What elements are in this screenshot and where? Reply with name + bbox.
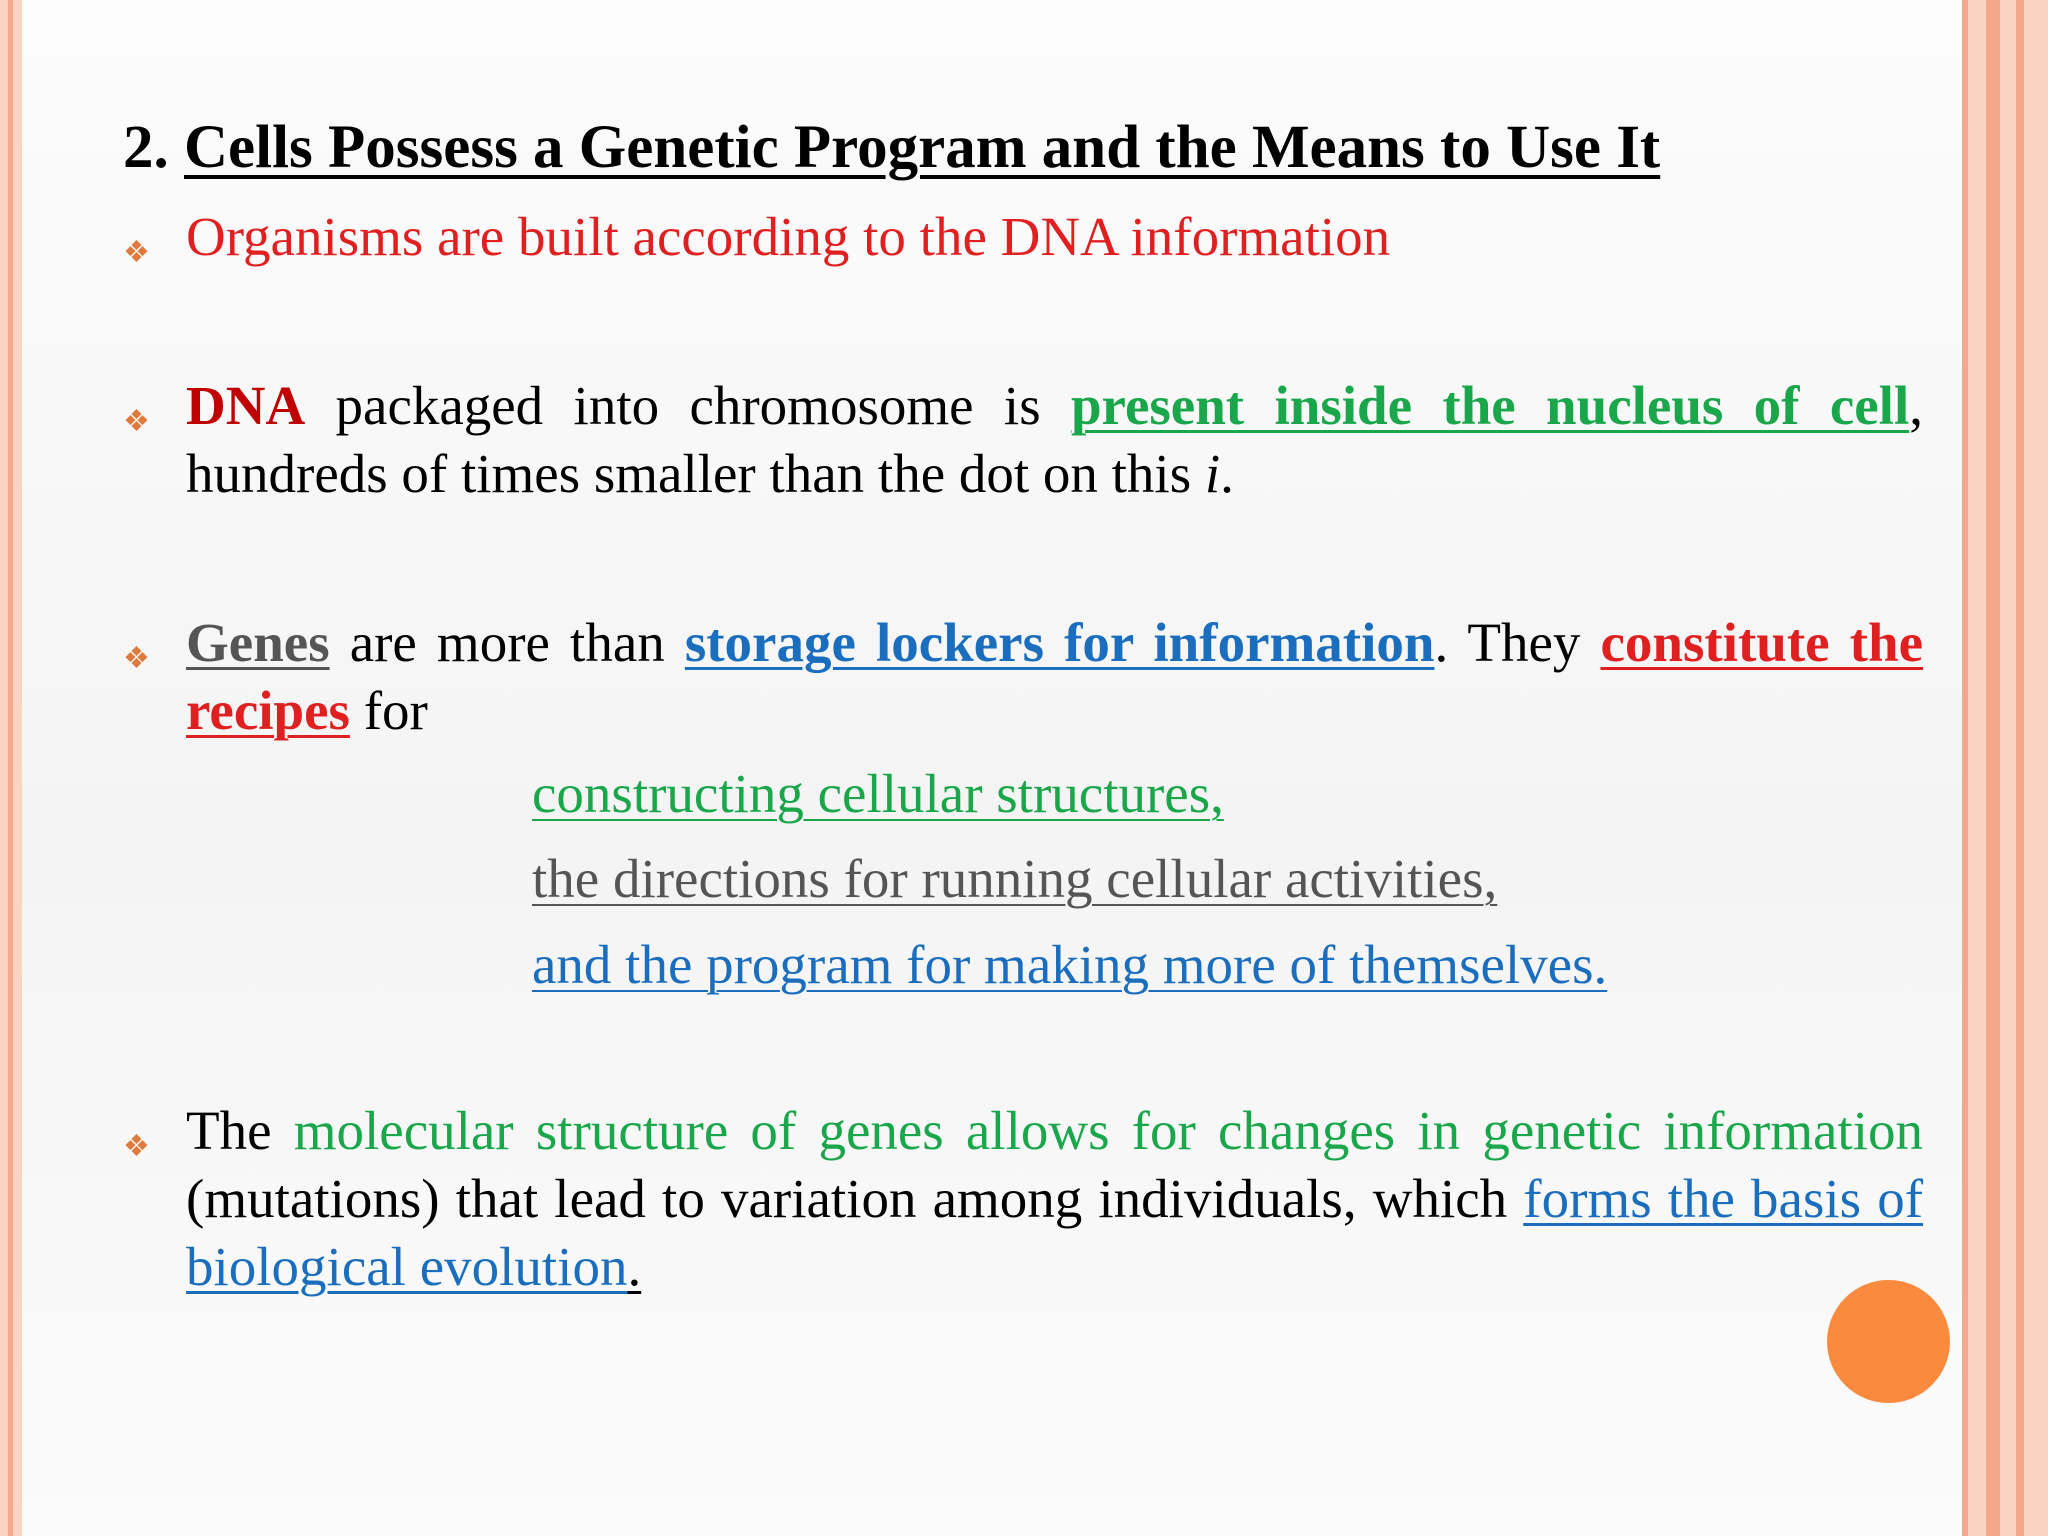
text-segment: are more than bbox=[329, 612, 685, 673]
text-segment: . bbox=[627, 1236, 642, 1297]
sub-item-structures: constructing cellular structures, bbox=[532, 763, 1224, 824]
bullet-text bbox=[186, 372, 1923, 508]
sub-item-program: and the program for making more of themselves. bbox=[532, 934, 1608, 995]
text-segment: packaged into chromosome is bbox=[305, 375, 1071, 436]
text-segment: , hundreds of times smaller than the dot on this bbox=[186, 375, 1923, 504]
sub-item-activities: the directions for running cellular activities, bbox=[532, 848, 1498, 909]
diamond-bullet-icon: ❖ bbox=[123, 1130, 150, 1163]
storage-highlight: storage lockers for information bbox=[684, 612, 1435, 673]
bullet-text: Organisms are built according to the DNA information bbox=[186, 206, 1391, 267]
recipes-highlight: constitute the recipes bbox=[186, 612, 1923, 741]
diamond-bullet-icon: ❖ bbox=[123, 236, 150, 269]
diamond-bullet-icon: ❖ bbox=[123, 405, 150, 438]
bullet-text bbox=[186, 1097, 1923, 1301]
slide-title bbox=[123, 112, 1660, 184]
title-text: Cells Possess a Genetic Program and the Means to Use It bbox=[184, 114, 1661, 181]
title-number: 2. bbox=[123, 114, 169, 181]
diamond-bullet-icon: ❖ bbox=[123, 642, 150, 675]
bullet-organisms bbox=[123, 203, 1923, 271]
molecular-highlight: molecular structure of genes allows for changes in genetic information bbox=[293, 1100, 1923, 1161]
text-segment: for bbox=[349, 680, 428, 741]
text-segment: The bbox=[186, 1100, 294, 1161]
bullet-dna bbox=[123, 372, 1923, 508]
bullet-molecular-structure bbox=[123, 1097, 1923, 1301]
bullet-genes bbox=[123, 609, 1923, 745]
dna-term: DNA bbox=[186, 375, 306, 436]
italic-i: i bbox=[1204, 443, 1221, 504]
text-segment: . They bbox=[1434, 612, 1601, 673]
bullet-text bbox=[186, 609, 1923, 745]
text-segment: . bbox=[1220, 443, 1234, 504]
text-segment: (mutations) that lead to variation among individuals, which bbox=[186, 1168, 1524, 1229]
evolution-highlight: forms the basis of biological evolution bbox=[186, 1168, 1924, 1297]
genes-term: Genes bbox=[186, 612, 330, 673]
nucleus-highlight: present inside the nucleus of cell bbox=[1070, 375, 1910, 436]
